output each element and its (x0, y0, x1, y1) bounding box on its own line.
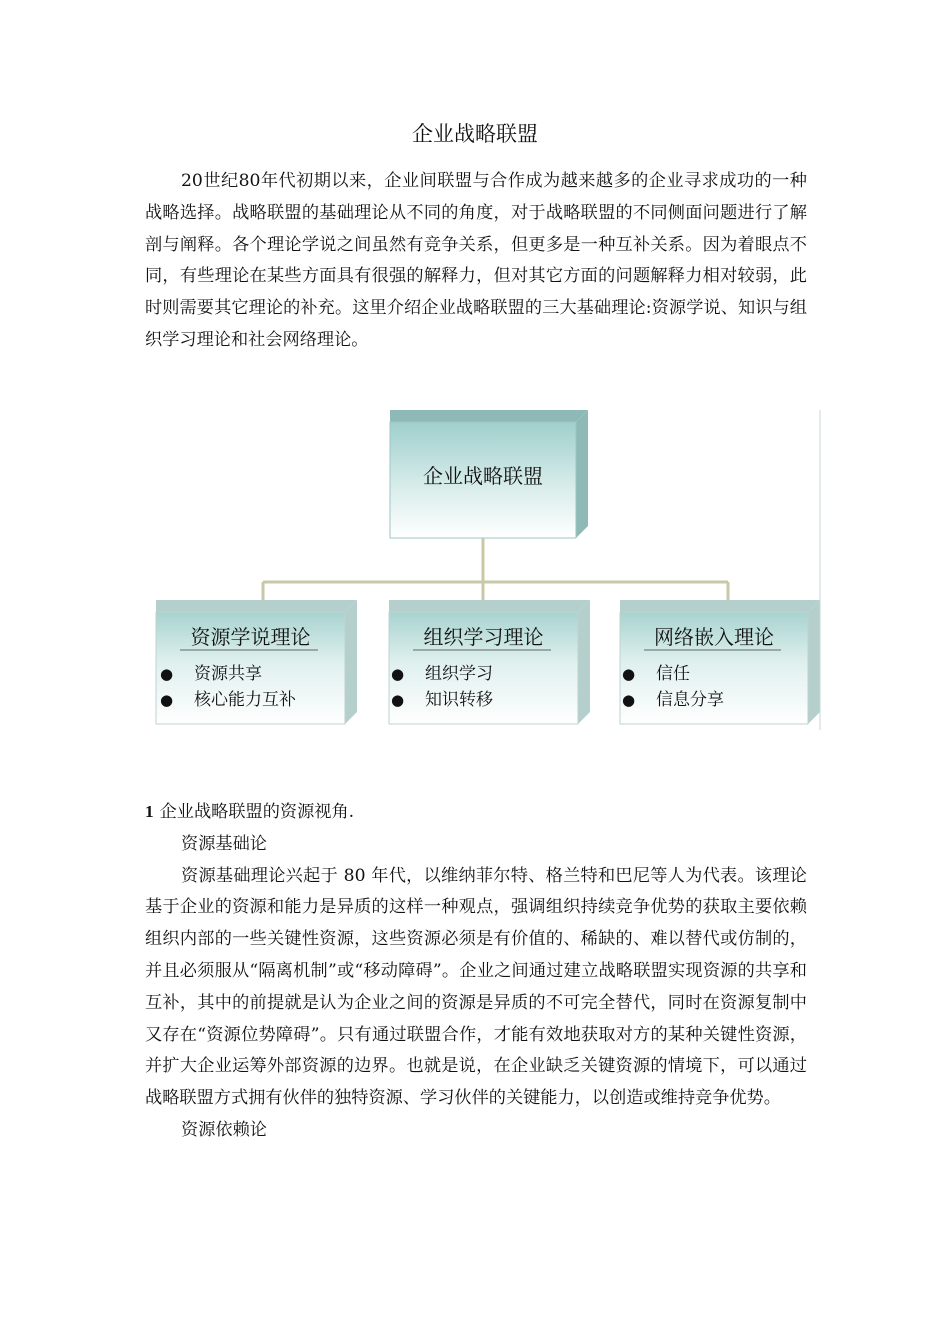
section-title: 企业战略联盟的资源视角. (159, 802, 355, 822)
resource-based-paragraph: 资源基础理论兴起于 80 年代，以维纳菲尔特、格兰特和巴尼等人为代表。该理论基于企业的资源和能力是异质的这样一种观点，强调组织持续竞争优势的获取主要依赖组织内部的一些关键性资源，这些资源必须是有价值的、稀缺的、难以替代或仿制的，并且必须服从“隔离机制”或“移动障碍”。企业之间通过建立战略联盟实现资源的共享和互补，其中的前提就是认为企业之间的资源是异质的不可完全替代，同时在资源复制中又存在“资源位势障碍”。只有通过联盟合作，才能有效地获取对方的某种关键性资源，并扩大企业运筹外部资源的边界。也就是说，在企业缺乏关键资源的情境下，可以通过战略联盟方式拥有伙伴的独特资源、学习伙伴的关键能力，以创造或维持竞争优势。 (145, 865, 807, 1109)
intro-text: 20世纪80年代初期以来，企业间联盟与合作成为越来越多的企业寻求成功的一种战略选择。战略联盟的基础理论从不同的角度，对于战略联盟的不同侧面问题进行了解剖与阐释。各个理论学说之间虽然有竞争关系，但更多是一种互补关系。因为着眼点不同，有些理论在某些方面具有很强的解释力，但对其它方面的问题解释力相对较弱，此时则需要其它理论的补充。这里介绍企业战略联盟的三大基础理论:资源学说、知识与组织学习理论和社会网络理论。 (145, 171, 807, 350)
child-list-network (622, 661, 724, 713)
section-heading (145, 796, 807, 829)
list-item: ● 信息分享 (622, 687, 724, 713)
child-label-resource: 资源学说理论 (190, 625, 311, 649)
list-item: ● 组织学习 (391, 661, 493, 687)
subheading-resource-dependence: 资源依赖论 (181, 1119, 267, 1140)
subheading-resource-based: 资源基础论 (181, 833, 267, 854)
section-1 (145, 796, 807, 1147)
list-item: ● 资源共享 (160, 661, 296, 687)
list-item: ● 信任 (622, 661, 724, 687)
section-number: 1 (145, 802, 154, 821)
list-item: ● 知识转移 (391, 687, 493, 713)
alliance-theory-diagram (150, 410, 822, 730)
child-list-learning (391, 661, 493, 713)
child-label-learning: 组织学习理论 (423, 625, 544, 649)
child-label-network: 网络嵌入理论 (654, 625, 774, 649)
root-label: 企业战略联盟 (423, 464, 543, 488)
intro-paragraph (145, 166, 807, 357)
list-item: ● 核心能力互补 (160, 687, 296, 713)
connector-lines (263, 538, 728, 600)
child-list-resource (160, 661, 296, 713)
document-title: 企业战略联盟 (412, 122, 538, 146)
